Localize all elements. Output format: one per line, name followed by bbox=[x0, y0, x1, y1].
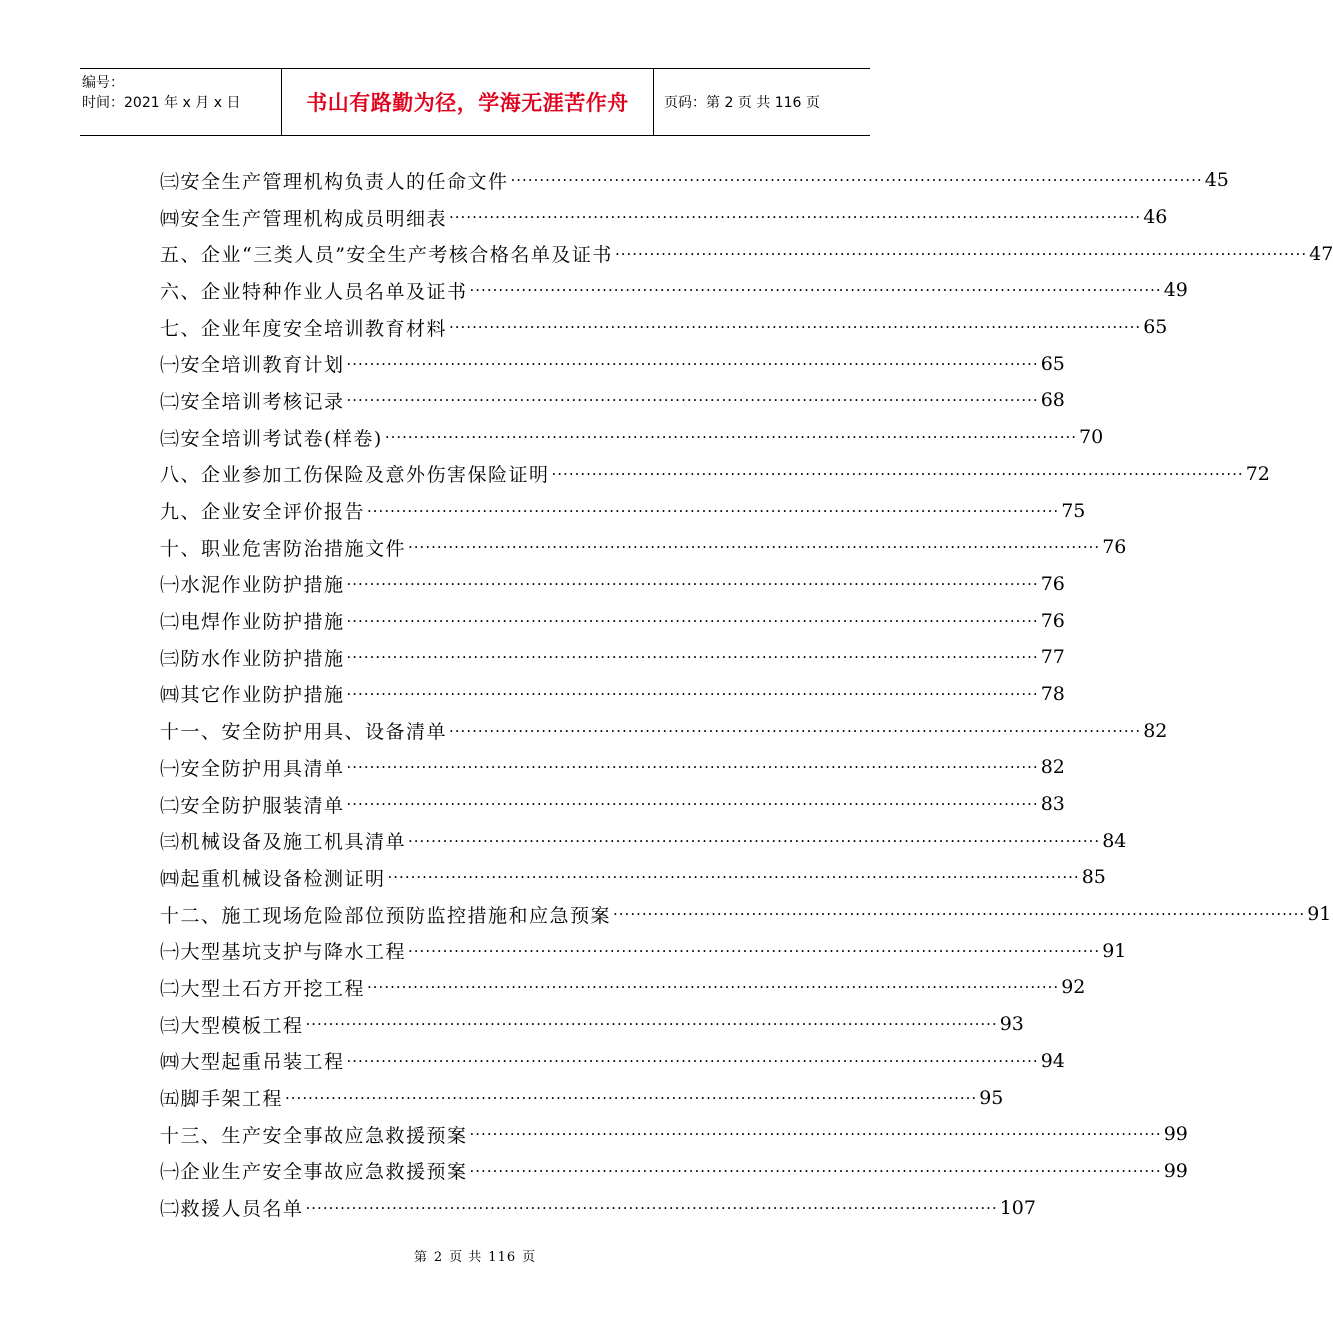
toc-dot-leader: ························································································································ bbox=[285, 1088, 978, 1107]
toc-entry-title: ㈢安全培训考试卷(样卷) bbox=[160, 427, 383, 450]
toc-entry[interactable] bbox=[160, 162, 1229, 199]
toc-entry-title: ㈣其它作业防护措施 bbox=[160, 684, 345, 707]
toc-entry[interactable] bbox=[160, 1079, 1004, 1116]
header-time: 时间：2021 年 x 月 x 日 bbox=[82, 95, 241, 111]
toc-entry-title: 六、企业特种作业人员名单及证书 bbox=[160, 280, 468, 303]
toc-entry-page: 91 bbox=[1307, 903, 1332, 926]
toc-entry[interactable] bbox=[160, 272, 1188, 309]
toc-entry-title: ㈠水泥作业防护措施 bbox=[160, 574, 345, 597]
toc-dot-leader: ························································································································ bbox=[469, 1161, 1162, 1180]
toc-entry[interactable] bbox=[160, 199, 1168, 236]
toc-dot-leader: ························································································································ bbox=[346, 574, 1039, 593]
page-footer bbox=[0, 1246, 950, 1265]
footer-page-number: 2 bbox=[433, 1250, 444, 1265]
toc-dot-leader: ························································································································ bbox=[469, 281, 1162, 300]
toc-entry-title: ㈠安全培训教育计划 bbox=[160, 354, 345, 377]
toc-dot-leader: ························································································································ bbox=[367, 501, 1060, 520]
toc-entry[interactable] bbox=[160, 932, 1127, 969]
toc-dot-leader: ························································································································ bbox=[510, 171, 1203, 190]
toc-entry[interactable] bbox=[160, 1116, 1188, 1153]
toc-entry-title: ㈣安全生产管理机构成员明细表 bbox=[160, 207, 448, 230]
toc-entry-title: ㈣大型起重吊装工程 bbox=[160, 1051, 345, 1074]
toc-entry[interactable] bbox=[160, 235, 1333, 272]
toc-dot-leader: ························································································································ bbox=[449, 318, 1142, 337]
toc-dot-leader: ························································································································ bbox=[387, 868, 1080, 887]
toc-entry[interactable] bbox=[160, 639, 1065, 676]
header-motto: 书山有路勤为径，学海无涯苦作舟 bbox=[282, 69, 654, 135]
toc-entry[interactable] bbox=[160, 749, 1065, 786]
toc-entry-page: 70 bbox=[1079, 426, 1104, 449]
toc-dot-leader: ························································································································ bbox=[614, 244, 1308, 263]
toc-entry-page: 82 bbox=[1040, 756, 1065, 779]
toc-dot-leader: ························································································································ bbox=[346, 795, 1039, 814]
toc-entry-page: 99 bbox=[1163, 1123, 1188, 1146]
toc-entry-title: ㈣起重机械设备检测证明 bbox=[160, 867, 386, 890]
toc-entry-title: ㈡安全防护服装清单 bbox=[160, 794, 345, 817]
toc-entry-title: ㈠企业生产安全事故应急救援预案 bbox=[160, 1161, 468, 1184]
toc-dot-leader: ························································································································ bbox=[346, 684, 1039, 703]
toc-entry-page: 99 bbox=[1163, 1159, 1188, 1182]
toc-entry[interactable] bbox=[160, 419, 1104, 456]
toc-entry-page: 47 bbox=[1309, 242, 1333, 265]
toc-dot-leader: ························································································································ bbox=[551, 464, 1244, 483]
header-number: 编号： bbox=[82, 75, 124, 91]
toc-dot-leader: ························································································································ bbox=[384, 428, 1077, 447]
toc-entry[interactable] bbox=[160, 859, 1106, 896]
toc-entry[interactable] bbox=[160, 1153, 1188, 1190]
toc-entry-page: 85 bbox=[1081, 866, 1106, 889]
toc-entry[interactable] bbox=[160, 1006, 1024, 1043]
toc-entry-page: 46 bbox=[1143, 206, 1168, 229]
toc-entry-page: 83 bbox=[1040, 793, 1065, 816]
toc-dot-leader: ························································································································ bbox=[408, 831, 1101, 850]
toc-entry-page: 77 bbox=[1040, 646, 1065, 669]
toc-entry[interactable] bbox=[160, 676, 1065, 713]
toc-entry-page: 72 bbox=[1245, 462, 1270, 485]
toc-entry[interactable] bbox=[160, 1189, 1036, 1226]
toc-entry-page: 68 bbox=[1040, 389, 1065, 412]
toc-entry-page: 93 bbox=[999, 1013, 1024, 1036]
toc-dot-leader: ························································································································ bbox=[305, 1015, 998, 1034]
toc-entry-page: 84 bbox=[1102, 829, 1127, 852]
toc-entry-page: 49 bbox=[1163, 279, 1188, 302]
toc-entry-page: 75 bbox=[1061, 499, 1086, 522]
toc-entry-title: 七、企业年度安全培训教育材料 bbox=[160, 317, 448, 340]
toc-entry-page: 76 bbox=[1040, 572, 1065, 595]
page-header bbox=[80, 68, 870, 136]
toc-entry-title: 十一、安全防护用具、设备清单 bbox=[160, 721, 448, 744]
footer-prefix: 第 bbox=[413, 1250, 428, 1265]
toc-entry-page: 94 bbox=[1040, 1049, 1065, 1072]
toc-entry-title: 八、企业参加工伤保险及意外伤害保险证明 bbox=[160, 464, 550, 487]
toc-entry[interactable] bbox=[160, 492, 1086, 529]
toc-entry[interactable] bbox=[160, 712, 1168, 749]
toc-entry[interactable] bbox=[160, 969, 1086, 1006]
toc-entry[interactable] bbox=[160, 786, 1065, 823]
toc-entry-page: 45 bbox=[1204, 169, 1229, 192]
toc-dot-leader: ························································································································ bbox=[449, 208, 1142, 227]
toc-entry[interactable] bbox=[160, 566, 1065, 603]
toc-entry[interactable] bbox=[160, 602, 1065, 639]
toc-entry-title: 五、企业“三类人员”安全生产考核合格名单及证书 bbox=[160, 244, 613, 267]
toc-entry-page: 78 bbox=[1040, 682, 1065, 705]
footer-suffix: 页 bbox=[522, 1250, 537, 1265]
toc-entry-title: 十三、生产安全事故应急救援预案 bbox=[160, 1124, 468, 1147]
toc-entry[interactable] bbox=[160, 896, 1332, 933]
toc-entry-title: 十、职业危害防治措施文件 bbox=[160, 537, 407, 560]
footer-total-pages: 116 bbox=[488, 1250, 517, 1265]
toc-entry-page: 82 bbox=[1143, 719, 1168, 742]
toc-entry-title: ㈡救援人员名单 bbox=[160, 1198, 304, 1221]
toc-dot-leader: ························································································································ bbox=[346, 648, 1039, 667]
toc-entry-title: ㈠大型基坑支护与降水工程 bbox=[160, 941, 407, 964]
header-meta bbox=[80, 69, 282, 135]
toc-dot-leader: ························································································································ bbox=[408, 941, 1101, 960]
toc-dot-leader: ························································································································ bbox=[469, 1125, 1162, 1144]
toc-entry[interactable] bbox=[160, 309, 1168, 346]
toc-dot-leader: ························································································································ bbox=[346, 1051, 1039, 1070]
toc-dot-leader: ························································································································ bbox=[367, 978, 1060, 997]
toc-entry-title: ㈠安全防护用具清单 bbox=[160, 757, 345, 780]
header-page-code: 页码：第 2 页 共 116 页 bbox=[664, 95, 820, 111]
toc-entry-page: 91 bbox=[1102, 939, 1127, 962]
toc-entry-title: ㈢防水作业防护措施 bbox=[160, 647, 345, 670]
toc-entry-title: 十二、施工现场危险部位预防监控措施和应急预案 bbox=[160, 904, 612, 927]
toc-dot-leader: ························································································································ bbox=[346, 758, 1039, 777]
toc-dot-leader: ························································································································ bbox=[346, 354, 1039, 373]
toc-dot-leader: ························································································································ bbox=[613, 905, 1306, 924]
toc-entry[interactable] bbox=[160, 529, 1127, 566]
toc-entry-page: 92 bbox=[1061, 976, 1086, 999]
toc-entry-page: 107 bbox=[999, 1196, 1036, 1219]
footer-middle: 页 共 bbox=[449, 1250, 483, 1265]
toc-entry-title: 九、企业安全评价报告 bbox=[160, 501, 366, 524]
toc-entry-title: ㈢机械设备及施工机具清单 bbox=[160, 831, 407, 854]
toc-dot-leader: ························································································································ bbox=[408, 538, 1101, 557]
toc-dot-leader: ························································································································ bbox=[305, 1198, 998, 1217]
toc-entry-page: 76 bbox=[1040, 609, 1065, 632]
toc-entry-title: ㈡安全培训考核记录 bbox=[160, 390, 345, 413]
toc-dot-leader: ························································································································ bbox=[346, 611, 1039, 630]
toc-entry-title: ㈢大型模板工程 bbox=[160, 1014, 304, 1037]
toc-entry[interactable] bbox=[160, 382, 1065, 419]
toc-entry[interactable] bbox=[160, 345, 1065, 382]
toc-entry-title: ㈤脚手架工程 bbox=[160, 1088, 284, 1111]
toc-entry-page: 65 bbox=[1143, 316, 1168, 339]
toc-entry-title: ㈡大型土石方开挖工程 bbox=[160, 977, 366, 1000]
toc-entry-title: ㈡电焊作业防护措施 bbox=[160, 611, 345, 634]
toc-entry-page: 95 bbox=[979, 1086, 1004, 1109]
toc-dot-leader: ························································································································ bbox=[346, 391, 1039, 410]
toc-entry[interactable] bbox=[160, 822, 1127, 859]
toc-entry-page: 76 bbox=[1102, 536, 1127, 559]
toc-entry[interactable] bbox=[160, 1043, 1065, 1080]
toc-entry-title: ㈢安全生产管理机构负责人的任命文件 bbox=[160, 170, 509, 193]
toc-entry[interactable] bbox=[160, 456, 1270, 493]
table-of-contents bbox=[160, 162, 1333, 1226]
toc-dot-leader: ························································································································ bbox=[449, 721, 1142, 740]
toc-entry-page: 65 bbox=[1040, 352, 1065, 375]
